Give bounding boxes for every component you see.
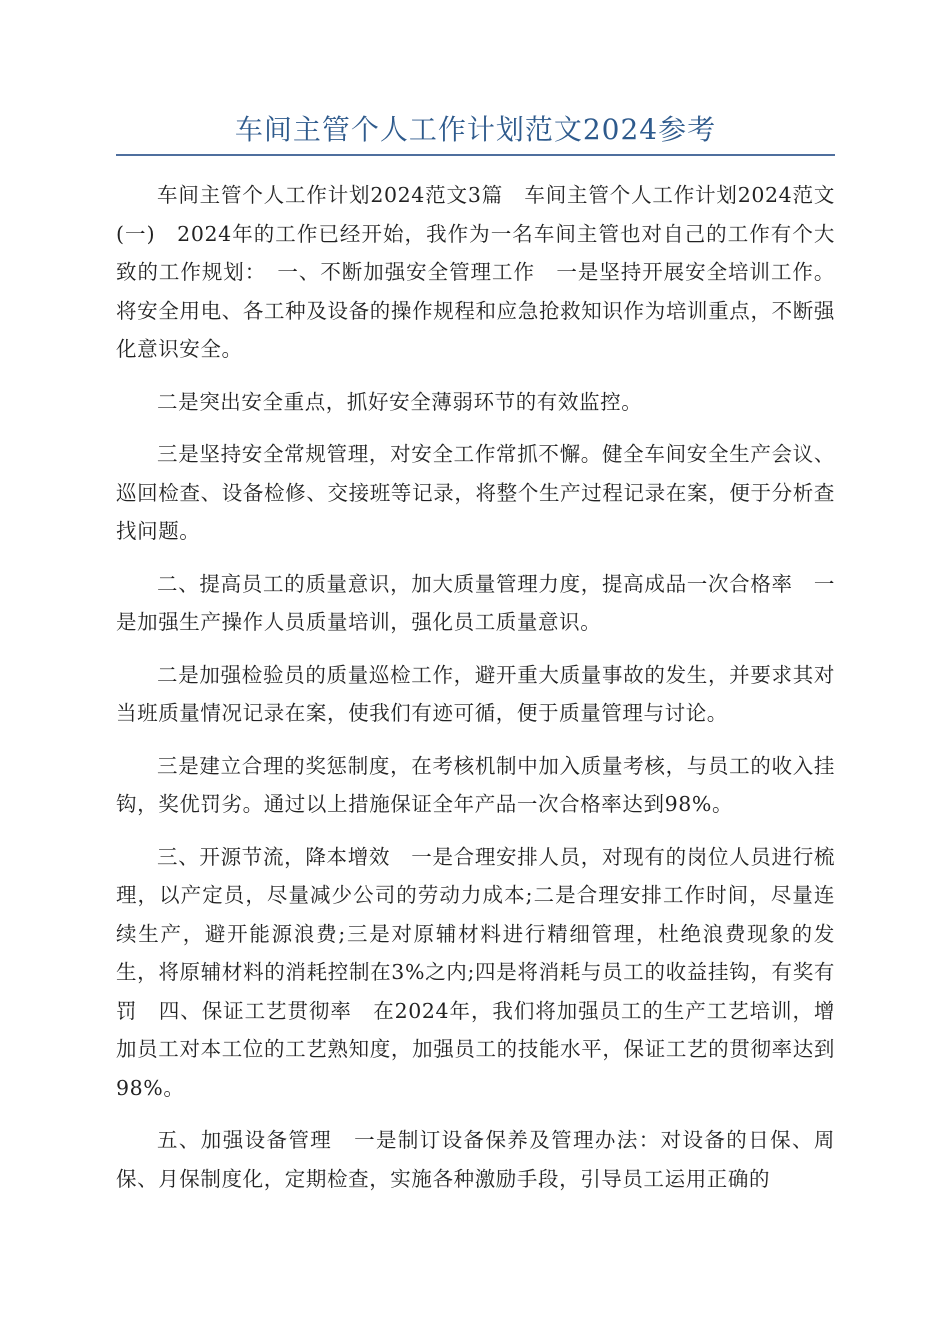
paragraph: 二是突出安全重点，抓好安全薄弱环节的有效监控。 — [157, 389, 643, 414]
paragraph: 三、开源节流，降本增效 一是合理安排人员，对现有的岗位人员进行梳理，以产定员，尽量减少公司的劳动力成本;二是合理安排工作时间，尽量连续生产，避开能源浪费;三是对原辅材料进行精细管理，杜绝浪费现象的发生，将原辅材料的消耗控制在3%之内;四是将消耗与员工的收益挂钩，有奖有罚 四、保证工艺贯彻率 在2024年，我们将加强员工的生产工艺培训，增加员工对本工位的工艺熟知度，加强员工的技能水平，保证工艺的贯彻率达到98%。 — [116, 844, 835, 1100]
document-title: 车间主管个人工作计划范文2024参考 — [234, 113, 717, 146]
document-body — [116, 176, 835, 1212]
paragraph: 三是坚持安全常规管理，对安全工作常抓不懈。健全车间安全生产会议、巡回检查、设备检修、交接班等记录，将整个生产过程记录在案，便于分析查找问题。 — [116, 442, 835, 543]
paragraph: 二、提高员工的质量意识，加大质量管理力度，提高成品一次合格率 一是加强生产操作人员质量培训，强化员工质量意识。 — [116, 571, 835, 634]
paragraph: 三是建立合理的奖惩制度，在考核机制中加入质量考核，与员工的收入挂钩，奖优罚劣。通过以上措施保证全年产品一次合格率达到98%。 — [116, 753, 835, 816]
paragraph: 二是加强检验员的质量巡检工作，避开重大质量事故的发生，并要求其对当班质量情况记录在案，使我们有迹可循，便于质量管理与讨论。 — [116, 662, 835, 725]
title-block — [116, 110, 835, 156]
paragraph: 五、加强设备管理 一是制订设备保养及管理办法：对设备的日保、周保、月保制度化，定期检查，实施各种激励手段，引导员工运用正确的 — [116, 1128, 835, 1191]
paragraph: 车间主管个人工作计划2024范文3篇 车间主管个人工作计划2024范文(一) 2024年的工作已经开始，我作为一名车间主管也对自己的工作有个大致的工作规划： 一、不断加强安全管理工作 一是坚持开展安全培训工作。将安全用电、各工种及设备的操作规程和应急抢救知识作为培训重点，不断强化意识安全。 — [116, 183, 835, 361]
